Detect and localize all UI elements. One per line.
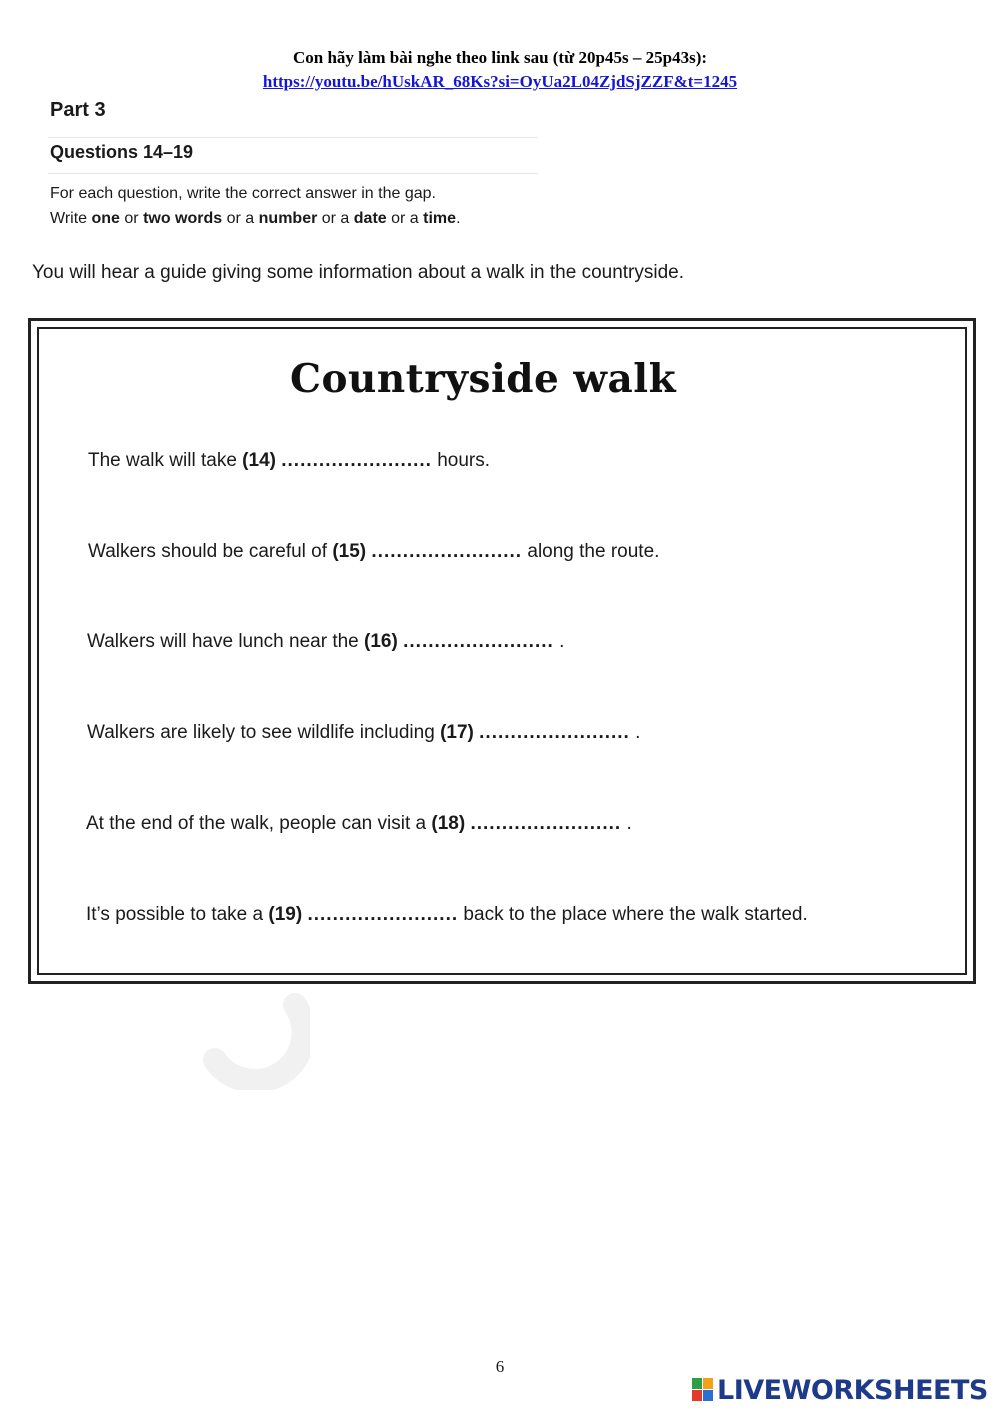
part-title: Part 3 [50, 99, 106, 121]
answer-gap-19[interactable]: ........................ [307, 904, 459, 925]
answer-gap-16[interactable]: ........................ [403, 631, 554, 652]
divider [48, 173, 538, 174]
decorative-arc [200, 930, 310, 1090]
instruction-note: Con hãy làm bài nghe theo link sau (từ 20p45s – 25p43s): [292, 48, 708, 67]
page-number: 6 [495, 1357, 505, 1376]
answer-gap-15[interactable]: ........................ [371, 541, 523, 562]
top-note [0, 46, 1000, 94]
question-item-15: Walkers should be careful of (15) ........................ along the route. [88, 541, 660, 562]
answer-gap-17[interactable]: ........................ [479, 722, 630, 743]
question-item-17: Walkers are likely to see wildlife including (17) ........................ . [87, 722, 641, 743]
brand-logo [692, 1373, 988, 1407]
box-title: Countryside walk [290, 356, 677, 402]
instruction-line-2: Write one or two words or a number or a date or a time. [50, 210, 461, 227]
intro-text: You will hear a guide giving some information about a walk in the countryside. [32, 262, 685, 283]
liveworksheets-logo-icon [692, 1377, 714, 1403]
question-item-19: It’s possible to take a (19) ........................ back to the place where the walk started. [86, 904, 808, 925]
divider [48, 137, 538, 138]
video-link[interactable]: https://youtu.be/hUskAR_68Ks?si=OyUa2L04ZjdSjZZF&t=1245 [262, 72, 738, 91]
question-item-18: At the end of the walk, people can visit a (18) ........................ . [86, 813, 632, 834]
questions-title: Questions 14–19 [50, 142, 194, 162]
instruction-line-1: For each question, write the correct answer in the gap. [50, 185, 436, 202]
instructions [50, 181, 461, 231]
answer-gap-14[interactable]: ........................ [281, 450, 432, 471]
question-item-14: The walk will take (14) ........................ hours. [88, 450, 491, 471]
answer-gap-18[interactable]: ........................ [470, 813, 622, 834]
question-item-16: Walkers will have lunch near the (16) ........................ . [87, 631, 565, 652]
brand-name: LIVEWORKSHEETS [717, 1374, 988, 1406]
